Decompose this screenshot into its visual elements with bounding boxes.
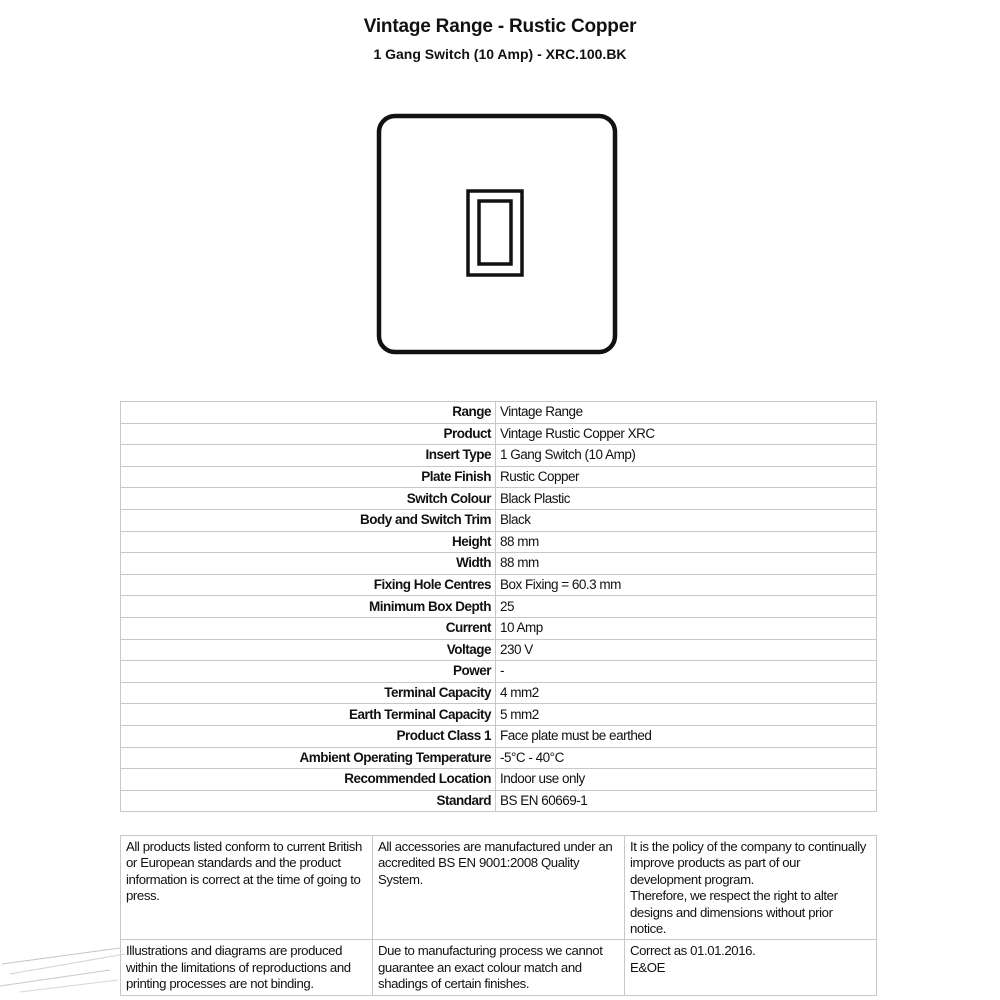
spec-value: 5 mm2 <box>496 704 877 726</box>
switch-plate-drawing <box>375 112 621 358</box>
spec-label: Height <box>121 531 496 553</box>
spec-row <box>121 617 877 639</box>
spec-label: Switch Colour <box>121 488 496 510</box>
spec-row <box>121 596 877 618</box>
spec-value: 230 V <box>496 639 877 661</box>
notes-row <box>121 836 877 940</box>
note-quality-system: All accessories are manufactured under an accredited BS EN 9001:2008 Quality System. <box>373 836 625 940</box>
spec-value: Rustic Copper <box>496 466 877 488</box>
spec-label: Minimum Box Depth <box>121 596 496 618</box>
spec-label: Power <box>121 661 496 683</box>
note-illustrations: Illustrations and diagrams are produced within the limitations of reproductions and printing processes are not binding. <box>121 940 373 995</box>
spec-label: Current <box>121 617 496 639</box>
spec-value: 88 mm <box>496 531 877 553</box>
spec-value: 1 Gang Switch (10 Amp) <box>496 445 877 467</box>
spec-value: 25 <box>496 596 877 618</box>
note-correct-as: Correct as 01.01.2016. E&OE <box>625 940 877 995</box>
spec-row <box>121 423 877 445</box>
spec-row <box>121 790 877 812</box>
spec-value: BS EN 60669-1 <box>496 790 877 812</box>
spec-label: Fixing Hole Centres <box>121 574 496 596</box>
spec-value: 10 Amp <box>496 617 877 639</box>
spec-value: Indoor use only <box>496 769 877 791</box>
spec-row <box>121 488 877 510</box>
spec-value: -5°C - 40°C <box>496 747 877 769</box>
spec-row <box>121 639 877 661</box>
spec-row <box>121 466 877 488</box>
spec-label: Ambient Operating Temperature <box>121 747 496 769</box>
spec-label: Body and Switch Trim <box>121 509 496 531</box>
spec-label: Recommended Location <box>121 769 496 791</box>
spec-value: Vintage Range <box>496 402 877 424</box>
specification-table <box>120 401 877 812</box>
spec-value: 88 mm <box>496 553 877 575</box>
spec-label: Standard <box>121 790 496 812</box>
decorative-streaks <box>0 940 130 1000</box>
notes-row <box>121 940 877 995</box>
spec-label: Insert Type <box>121 445 496 467</box>
spec-row <box>121 704 877 726</box>
face-plate-outline <box>379 116 615 352</box>
spec-row <box>121 509 877 531</box>
spec-row <box>121 682 877 704</box>
spec-label: Product Class 1 <box>121 725 496 747</box>
note-policy: It is the policy of the company to continually improve products as part of our development program. Therefore, we respect the right to alter designs and dimensions without prior notice. <box>625 836 877 940</box>
spec-row <box>121 445 877 467</box>
spec-label: Product <box>121 423 496 445</box>
spec-label: Range <box>121 402 496 424</box>
spec-label: Earth Terminal Capacity <box>121 704 496 726</box>
spec-row <box>121 661 877 683</box>
spec-value: Vintage Rustic Copper XRC <box>496 423 877 445</box>
switch-rocker <box>479 201 511 264</box>
spec-value: Black <box>496 509 877 531</box>
spec-row <box>121 553 877 575</box>
spec-value: 4 mm2 <box>496 682 877 704</box>
spec-label: Terminal Capacity <box>121 682 496 704</box>
spec-label: Width <box>121 553 496 575</box>
notes-table <box>120 835 877 996</box>
spec-row <box>121 747 877 769</box>
spec-row <box>121 725 877 747</box>
spec-row <box>121 574 877 596</box>
page-subtitle: 1 Gang Switch (10 Amp) - XRC.100.BK <box>373 46 627 62</box>
spec-value: - <box>496 661 877 683</box>
spec-label: Plate Finish <box>121 466 496 488</box>
note-standards: All products listed conform to current British or European standards and the product information is correct at the time of going to press. <box>121 836 373 940</box>
spec-value: Black Plastic <box>496 488 877 510</box>
spec-row <box>121 769 877 791</box>
note-colour-match: Due to manufacturing process we cannot guarantee an exact colour match and shadings of certain finishes. <box>373 940 625 995</box>
page-title: Vintage Range - Rustic Copper <box>363 16 637 37</box>
spec-row <box>121 402 877 424</box>
spec-row <box>121 531 877 553</box>
spec-value: Face plate must be earthed <box>496 725 877 747</box>
spec-value: Box Fixing = 60.3 mm <box>496 574 877 596</box>
spec-label: Voltage <box>121 639 496 661</box>
